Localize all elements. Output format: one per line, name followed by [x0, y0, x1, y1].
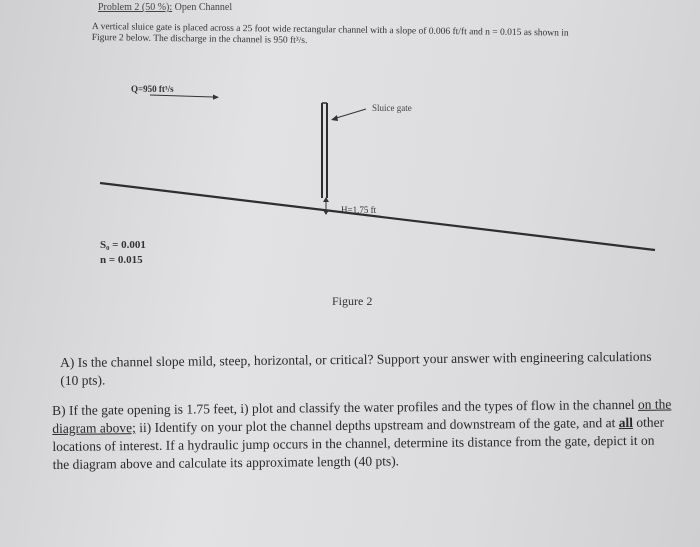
flow-arrow-head — [213, 95, 219, 100]
gate-opening-label: H=1.75 ft — [341, 205, 377, 215]
question-b — [52, 396, 673, 474]
problem-topic: Open Channel — [174, 2, 233, 13]
question-a: A) Is the channel slope mild, steep, horizontal, or critical? Support your answer with engineering calculations (10 pts). — [60, 348, 652, 388]
opening-arrow-up — [323, 197, 329, 202]
question-b-text-3: other locations of interest. If a hydraulic jump occurs in the channel, determine its distance from the gate, depict it on the diagram above and calculate its approximate length (40 pts). — [52, 414, 665, 472]
gate-leader-arrowhead — [331, 115, 338, 121]
question-b-text-1: B) If the gate opening is 1.75 feet, i) plot and classify the water profiles and the types of flow in the channel — [52, 396, 639, 418]
manning-n-label: n = 0.015 — [100, 254, 143, 266]
gate-leader-line — [333, 109, 366, 119]
channel-bed-line — [100, 183, 655, 250]
problem-statement: A vertical sluice gate is placed across a 25 foot wide rectangular channel with a slope of 0.006 ft/ft and n = 0.015 as shown in Figure 2 below. The discharge in the channel is 950 ft³/s. — [91, 22, 569, 47]
figure-caption: Figure 2 — [332, 294, 373, 308]
opening-arrow-down — [323, 210, 329, 215]
question-b-all-emphasis: all — [618, 414, 634, 431]
bed-slope-label: S₀ = 0.001 — [100, 239, 146, 251]
channel-parameters — [100, 238, 146, 268]
discharge-label: Q=950 ft³/s — [131, 84, 174, 94]
question-b-underlined-phrase: on the diagram above; — [52, 396, 672, 436]
question-b-text-2: ii) Identify on your plot the channel depths upstream and downstream of the gate, and at — [135, 415, 619, 436]
sluice-gate-label: Sluice gate — [372, 103, 412, 113]
flow-arrow-line — [150, 95, 213, 97]
problem-number: Problem 2 (50 %): — [98, 2, 173, 13]
